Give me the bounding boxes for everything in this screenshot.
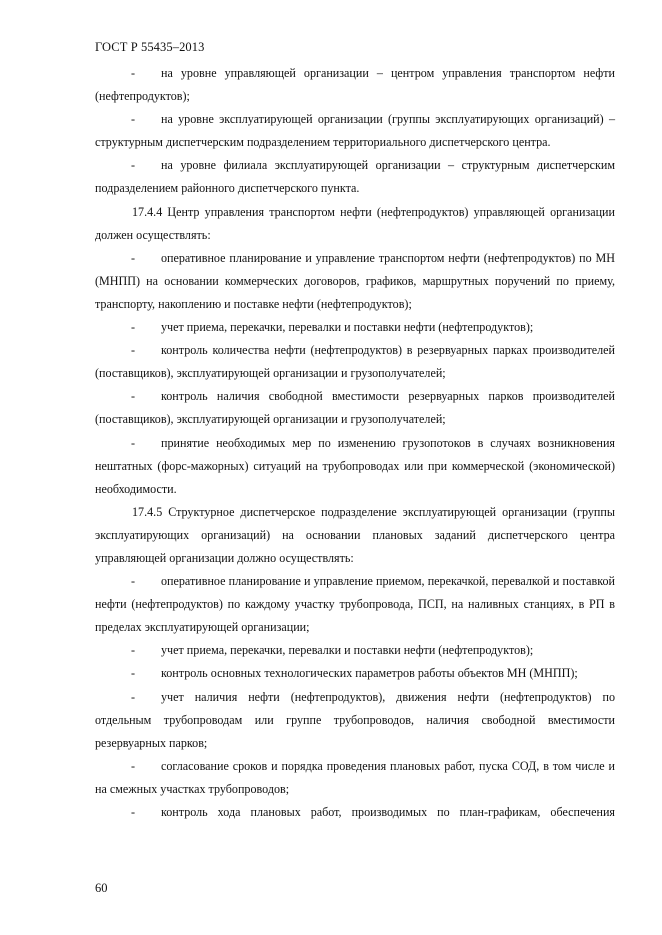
list-item-text: контроль хода плановых работ, производимых по план-графикам, обеспечения xyxy=(161,805,615,819)
list-item-text: контроль наличия свободной вместимости резервуарных парков производителей (поставщиков), эксплуатирующей организации и грузополучателей; xyxy=(95,389,615,427)
list-item: - учет приема, перекачки, перевалки и поставки нефти (нефтепродуктов); xyxy=(131,643,534,658)
list-item: - контроль основных технологических параметров работы объектов МН (МНПП); xyxy=(131,666,578,681)
list-item: - учет приема, перекачки, перевалки и поставки нефти (нефтепродуктов); xyxy=(131,320,534,335)
list-item: - контроль наличия свободной вместимости резервуарных парков производителей (поставщиков), эксплуатирующей организации и грузополучателей; xyxy=(95,389,615,427)
clause-paragraph: 17.4.4 Центр управления транспортом нефти (нефтепродуктов) управляющей организации должен осуществлять: xyxy=(95,204,615,242)
list-item-text: учет приема, перекачки, перевалки и поставки нефти (нефтепродуктов); xyxy=(161,320,534,335)
list-item: - принятие необходимых мер по изменению грузопотоков в случаях возникновения нештатных (форс-мажорных) ситуаций на трубопроводах или при коммерческой (экономической) необходимости. xyxy=(95,435,615,496)
document-header: ГОСТ Р 55435–2013 xyxy=(95,40,205,54)
list-item-text: оперативное планирование и управление транспортом нефти (нефтепродуктов) по МН (МНПП) на основании коммерческих договоров, графиков, маршрутных поручений по приему, транспорту, накоплению и поставке нефти (нефтепродуктов); xyxy=(95,250,615,311)
list-item-text: согласование сроков и порядка проведения плановых работ, пуска СОД, в том числе и на смежных участках трубопроводов; xyxy=(95,758,615,796)
list-item: - на уровне управляющей организации – центром управления транспортом нефти (нефтепродуктов); xyxy=(95,66,615,104)
list-item-text: контроль количества нефти (нефтепродуктов) в резервуарных парках производителей (поставщиков), эксплуатирующей организации и грузополучателей; xyxy=(95,343,615,381)
list-item: - контроль хода плановых работ, производимых по план-графикам, обеспечения xyxy=(131,805,615,819)
list-item-text: контроль основных технологических параметров работы объектов МН (МНПП); xyxy=(161,666,578,681)
list-item: - оперативное планирование и управление транспортом нефти (нефтепродуктов) по МН (МНПП) на основании коммерческих договоров, графиков, маршрутных поручений по приему, транспорту, накоплению и поставке нефти (нефтепродуктов); xyxy=(95,250,615,311)
list-item-text: принятие необходимых мер по изменению грузопотоков в случаях возникновения нештатных (форс-мажорных) ситуаций на трубопроводах или при коммерческой (экономической) необходимости. xyxy=(95,435,615,496)
list-item: - контроль количества нефти (нефтепродуктов) в резервуарных парках производителей (поставщиков), эксплуатирующей организации и грузополучателей; xyxy=(95,343,615,381)
list-item: - учет наличия нефти (нефтепродуктов), движения нефти (нефтепродуктов) по отдельным трубопроводам или группе трубопроводов, наличия свободной вместимости резервуарных парков; xyxy=(95,689,615,750)
list-item: - на уровне филиала эксплуатирующей организации – структурным диспетчерским подразделением районного диспетчерского пункта. xyxy=(95,158,615,196)
document-body xyxy=(95,62,615,824)
list-item: - согласование сроков и порядка проведения плановых работ, пуска СОД, в том числе и на смежных участках трубопроводов; xyxy=(95,758,615,796)
list-item-text: оперативное планирование и управление приемом, перекачкой, перевалкой и поставкой нефти (нефтепродуктов) по каждому участку трубопровода, ПСП, на наливных станциях, в РП в пределах эксплуатирующей организации; xyxy=(95,574,615,635)
clause-paragraph: 17.4.5 Структурное диспетчерское подразделение эксплуатирующей организации (группы эксплуатирующих организаций) на основании плановых заданий диспетчерского центра управляющей организации должно осуществлять: xyxy=(95,504,615,565)
list-item-text: учет приема, перекачки, перевалки и поставки нефти (нефтепродуктов); xyxy=(161,643,534,658)
list-item: - на уровне эксплуатирующей организации (группы эксплуатирующих организаций) – структурным диспетчерским подразделением территориального диспетчерского центра. xyxy=(95,112,615,150)
list-item-text: на уровне филиала эксплуатирующей организации – структурным диспетчерским подразделением районного диспетчерского пункта. xyxy=(95,158,615,196)
list-item-text: на уровне эксплуатирующей организации (группы эксплуатирующих организаций) – структурным диспетчерским подразделением территориального диспетчерского центра. xyxy=(95,112,615,150)
page-number: 60 xyxy=(95,881,108,895)
list-item-text: на уровне управляющей организации – центром управления транспортом нефти (нефтепродуктов); xyxy=(95,66,615,104)
list-item-text: учет наличия нефти (нефтепродуктов), движения нефти (нефтепродуктов) по отдельным трубопроводам или группе трубопроводов, наличия свободной вместимости резервуарных парков; xyxy=(95,689,615,750)
list-item: - оперативное планирование и управление приемом, перекачкой, перевалкой и поставкой нефти (нефтепродуктов) по каждому участку трубопровода, ПСП, на наливных станциях, в РП в пределах эксплуатирующей организации; xyxy=(95,574,615,635)
